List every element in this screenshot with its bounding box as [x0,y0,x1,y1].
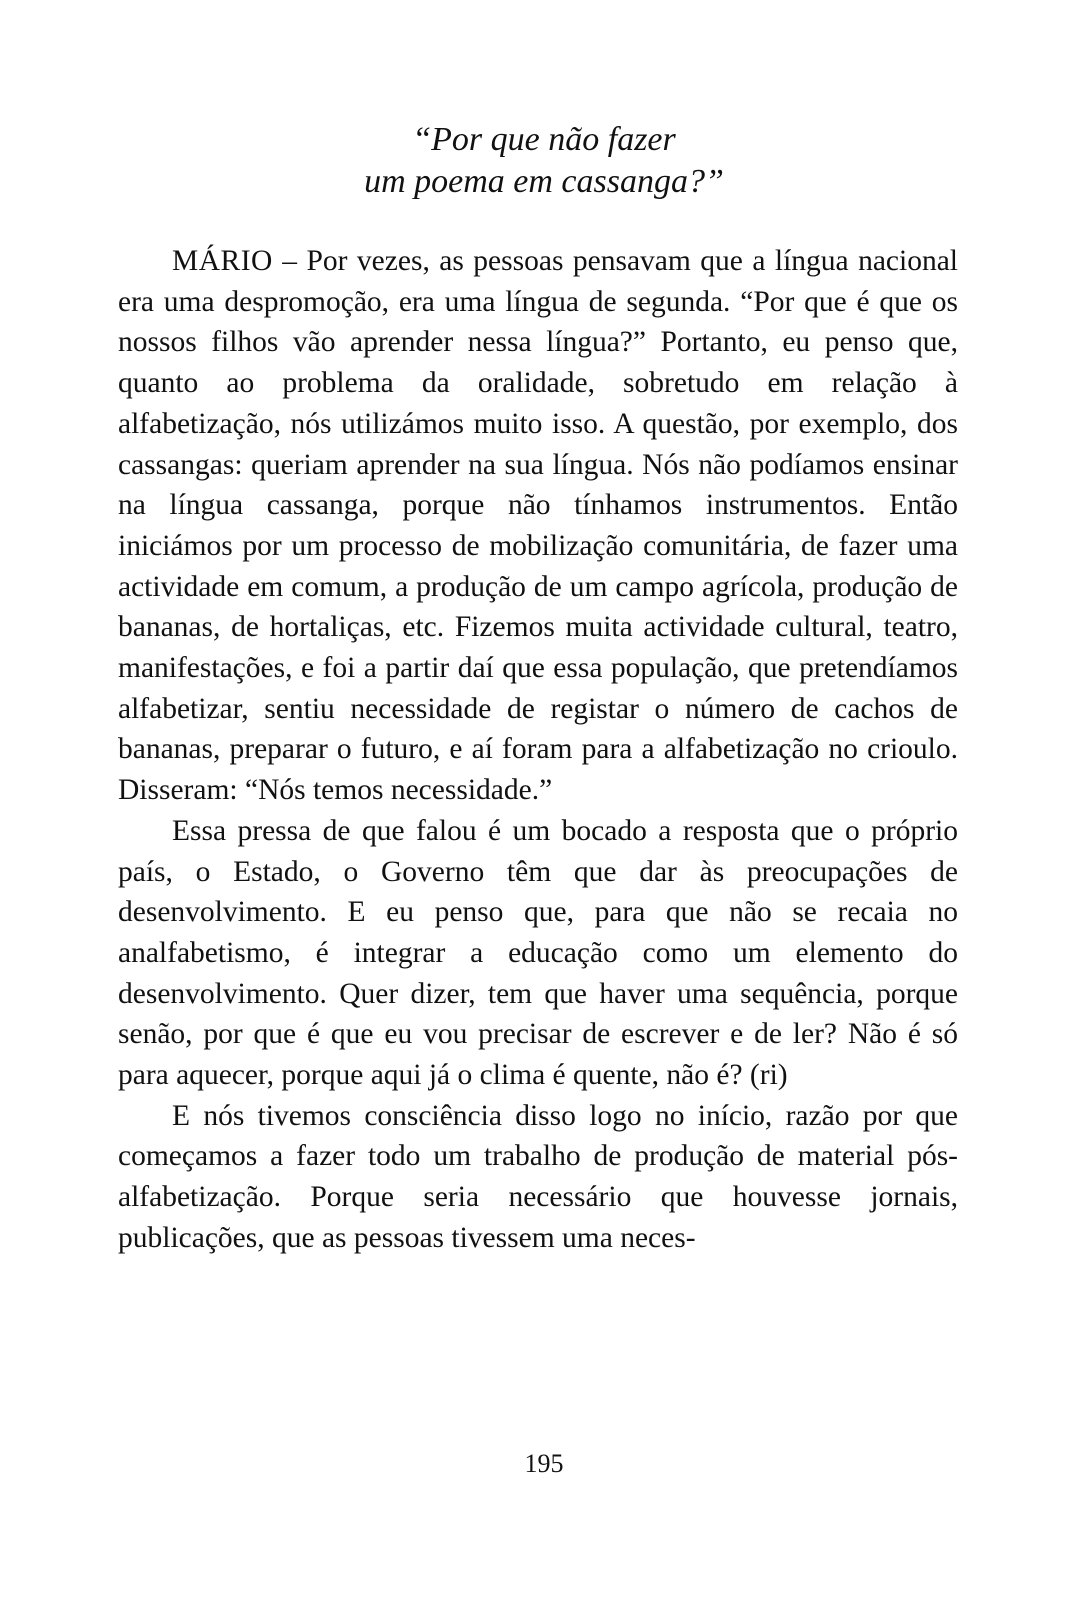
paragraph-2: Essa pressa de que falou é um bocado a resposta que o próprio país, o Estado, o Governo têm que dar às preocupações de desenvolvimento. E eu penso que, para que não se recaia no analfabetismo, é integrar a educação como um elemento do desenvolvimento. Quer dizer, tem que haver uma sequência, porque senão, por que é que eu vou precisar de escrever e de ler? Não é só para aquecer, porque aqui já o clima é quente, não é? (ri) [118,814,958,1092]
paragraph-1-text: Por vezes, as pessoas pensavam que a língua nacional era uma despromoção, era uma língua de segunda. “Por que é que os nossos filhos vão aprender nessa língua?” Portanto, eu penso que, quanto ao problema da oralidade, sobretudo em relação à alfabetização, nós utilizámos muito isso. A questão, por exemplo, dos cassangas: queriam aprender na sua língua. Nós não podíamos ensinar na língua cassanga, porque não tínhamos instrumentos. Então iniciámos por um processo de mobilização comunitária, de fazer uma actividade em comum, a produção de um campo agrícola, produção de bananas, de hortaliças, etc. Fizemos muita actividade cultural, teatro, manifestações, e foi a partir daí que essa população, que pretendíamos alfabetizar, sentiu necessidade de registar o número de cachos de bananas, preparar o futuro, e aí foram para a alfabetização no crioulo. Disseram: “Nós temos necessidade.” [118,245,958,807]
page-number: 195 [524,1449,564,1478]
paragraph-3: E nós tivemos consciência disso logo no início, razão por que começamos a fazer todo um trabalho de produção de material pós-alfabetização. Porque seria necessário que houvesse jornais, publicações, que as pessoas tivessem uma neces- [118,1099,958,1254]
chapter-title-line-2: um poema em cassanga?” [364,163,724,200]
speaker-name: MÁRIO [172,245,273,277]
chapter-title-line-1: “Por que não fazer [412,121,676,158]
body-text [118,241,958,1259]
speaker-separator: – [272,245,307,277]
paragraph-1 [118,241,958,811]
